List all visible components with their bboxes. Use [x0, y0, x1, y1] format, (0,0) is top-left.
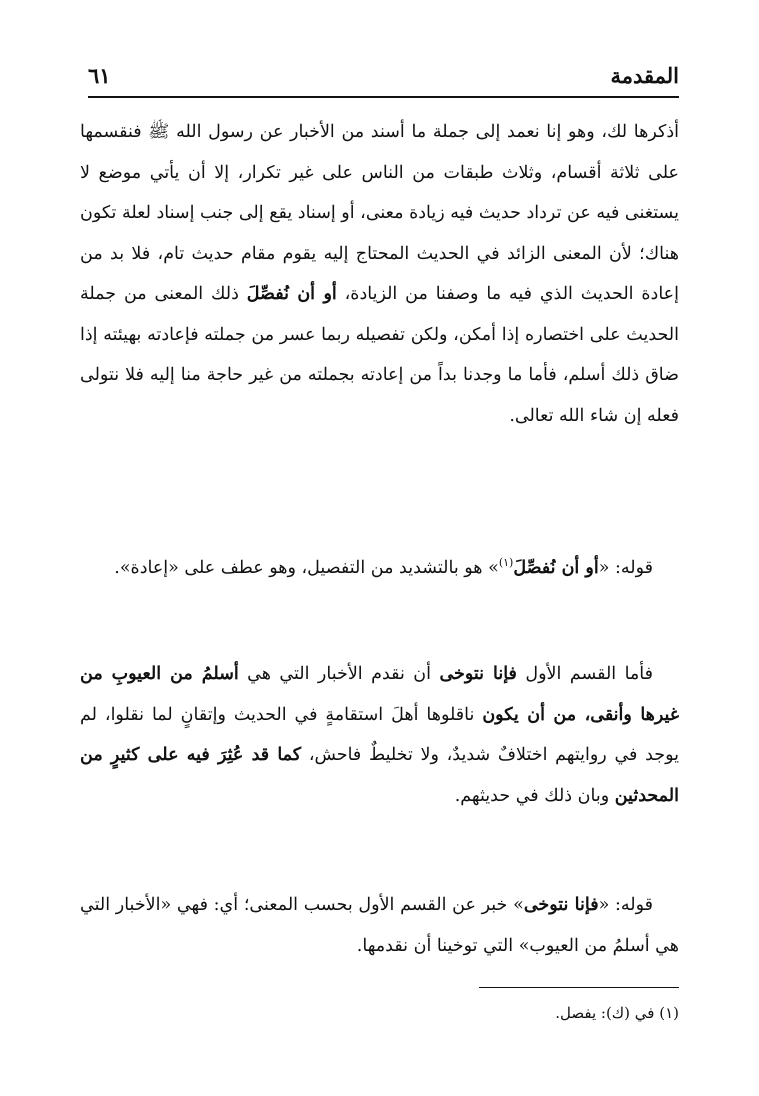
- text-run: ذلك المعنى من جملة الحديث على اختصاره إذا أمكن، ولكن تفصيله ربما عسر من جملته فإعادته بهيئته إذا ضاق ذلك أسلم، فأما ما وجدنا بداً من إعادته بجملته من غير حاجة منا إليه فلا نتولى فعله إن شاء الله تعالى.: [80, 284, 679, 426]
- commentary-paragraph-2: [80, 885, 679, 966]
- text-run: قوله: «: [598, 558, 653, 578]
- bold-quoted-text: أسلمُ من العيوبِ من غيرها وأنقى، من أن يكون: [80, 664, 679, 725]
- main-text-paragraph-1: [80, 112, 679, 436]
- bold-quoted-text: كما قد عُثِرَ فيه على كثيرٍ من المحدثين: [80, 745, 679, 806]
- text-run: ناقلوها أهلَ استقامةٍ في الحديث وإتقانٍ لما نقلوا، لم يوجد في روايتهم اختلافٌ شديدٌ، ولا تخليطٌ فاحش،: [80, 704, 679, 765]
- text-run: قوله: «: [598, 895, 654, 915]
- bold-quoted-text: فإنا نتوخى: [439, 664, 517, 684]
- text-run: فأما القسم الأول: [516, 664, 653, 684]
- bold-quoted-text: أو أن نُفصِّلَ: [513, 558, 599, 578]
- bold-quoted-text: أو أن نُفصِّلَ: [246, 284, 337, 304]
- footnote-marker: (١): [498, 556, 514, 570]
- header-divider: [88, 96, 679, 98]
- text-run: أذكرها لك، وهو إنا نعمد إلى جملة ما أسند من الأخبار عن رسول الله ﷺ فنقسمها على ثلاثة أقسام، وثلاث طبقات من الناس على غير تكرار، إلا أن يأتي موضع لا يستغنى فيه عن ترداد حديث فيه زيادة معنى، أو إسناد يقع إلى جنب إسناد لعلة تكون هناك؛ لأن المعنى الزائد في الحديث المحتاج إليه يقوم مقام حديث تام، فلا بد من إعادة الحديث الذي فيه ما وصفنا من الزيادة،: [80, 122, 679, 304]
- text-run: » خبر عن القسم الأول بحسب المعنى؛ أي: فهي «الأخبار التي هي أسلمُ من العيوب» التي توخينا أن نقدمها.: [80, 895, 679, 956]
- section-title: المقدمة: [610, 62, 679, 88]
- running-header: [88, 58, 679, 92]
- text-run: أن نقدم الأخبار التي هي: [238, 664, 440, 684]
- text-run: وبان ذلك في حديثهم.: [454, 785, 615, 806]
- main-text-paragraph-2: [80, 654, 679, 816]
- bold-quoted-text: فإنا نتوخى: [523, 895, 599, 915]
- footnote-divider: [479, 987, 679, 988]
- page-number: ٦١: [88, 62, 111, 88]
- text-run: » هو بالتشديد من التفصيل، وهو عطف على «إعادة».: [114, 558, 499, 578]
- commentary-paragraph-1: [80, 548, 679, 589]
- footnote: (١) في (ك): يفصل.: [555, 1004, 679, 1022]
